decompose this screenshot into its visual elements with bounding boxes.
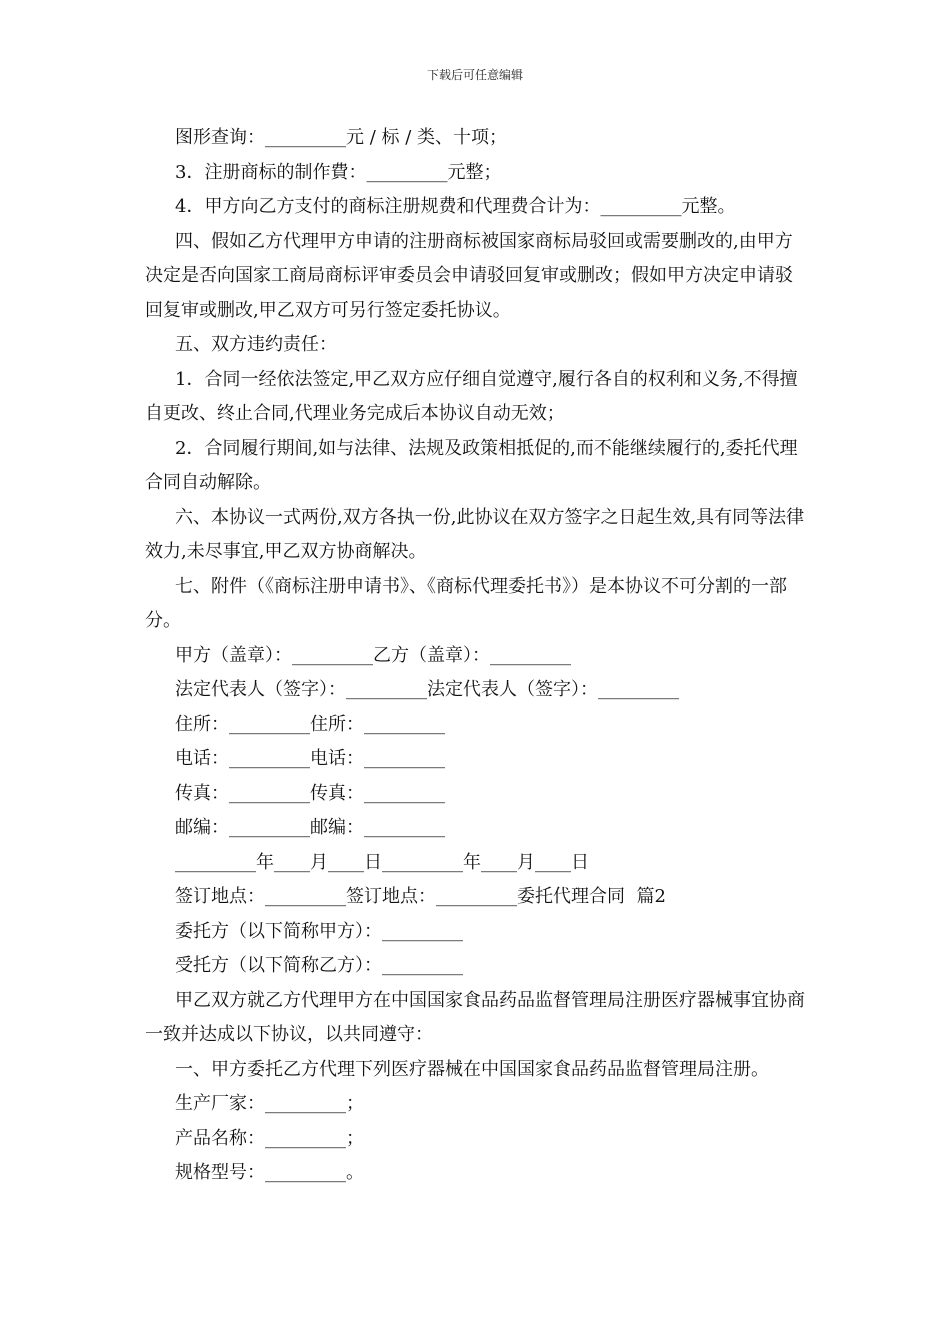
signature-phone-line: 电话：_________电话：_________ [175, 748, 445, 769]
manufacturer-field: 生产厂家：_________； [175, 1093, 364, 1114]
paragraph-section-four: 四、假如乙方代理甲方申请的注册商标被国家商标局驳回或需要删改的,由甲方决定是否向国家工商局商标评审委员会申请驳回复审或删改；假如甲方决定申请驳回复审或删改,甲乙双方可另行签定委托协议。 [145, 230, 793, 321]
signature-postcode-line: 邮编：_________邮编：_________ [175, 817, 445, 838]
signing-place-line: 签订地点：_________签订地点：_________委托代理合同 篇2 [175, 886, 666, 907]
signature-fax-line: 传真：_________传真：_________ [175, 782, 445, 804]
signature-address-line: 住所：_________住所：_________ [175, 713, 445, 735]
product-name-field: 产品名称：_________； [175, 1127, 364, 1149]
paragraph-production-fee: 3．注册商标的制作費：_________元整； [175, 161, 502, 183]
page-header: 下载后可任意编辑 [426, 68, 523, 82]
signature-seal-line: 甲方（盖章）：_________乙方（盖章）：_________ [175, 644, 571, 666]
paragraph-section-six: 六、本协议一式两份,双方各执一份,此协议在双方签字之日起生效,具有同等法律效力,未尽事宜,甲乙双方协商解决。 [145, 506, 805, 562]
signature-representative-line: 法定代表人（签字）：_________法定代表人（签字）：_________ [175, 679, 679, 700]
document-body [145, 121, 809, 1191]
paragraph-total-fee: 4．甲方向乙方支付的商标注册规费和代理费合计为：_________元整。 [175, 196, 736, 217]
model-spec-field: 规格型号：_________。 [175, 1162, 364, 1183]
agent-line: 受托方（以下简称乙方）：_________ [175, 955, 463, 976]
paragraph-section-five-heading: 五、双方违约责任： [175, 334, 337, 355]
paragraph-breach-2: 2．合同履行期间,如与法律、法规及政策相抵促的,而不能继续履行的,委托代理合同自动解除。 [145, 437, 798, 493]
principal-line: 委托方（以下简称甲方）：_________ [175, 920, 463, 942]
paragraph-agreement-intro: 甲乙双方就乙方代理甲方在中国国家食品药品监督管理局注册医疗器械事宜协商一致并达成以下协议，以共同遵守： [145, 989, 805, 1045]
paragraph-breach-1: 1．合同一经依法签定,甲乙双方应仔细自觉遵守,履行各自的权利和义务,不得擅自更改、终止合同,代理业务完成后本协议自动无效； [145, 368, 798, 424]
paragraph-graphic-query-fee: 图形查询：_________元 / 标 / 类、十项； [175, 127, 508, 148]
signature-date-line: _________年____月____日_________年____月____日 [175, 851, 589, 873]
paragraph-section-seven: 七、附件（《商标注册申请书》、《商标代理委托书》）是本协议不可分割的一部分。 [145, 575, 787, 631]
paragraph-clause-one: 一、甲方委托乙方代理下列医疗器械在中国国家食品药品监督管理局注册。 [175, 1058, 769, 1080]
